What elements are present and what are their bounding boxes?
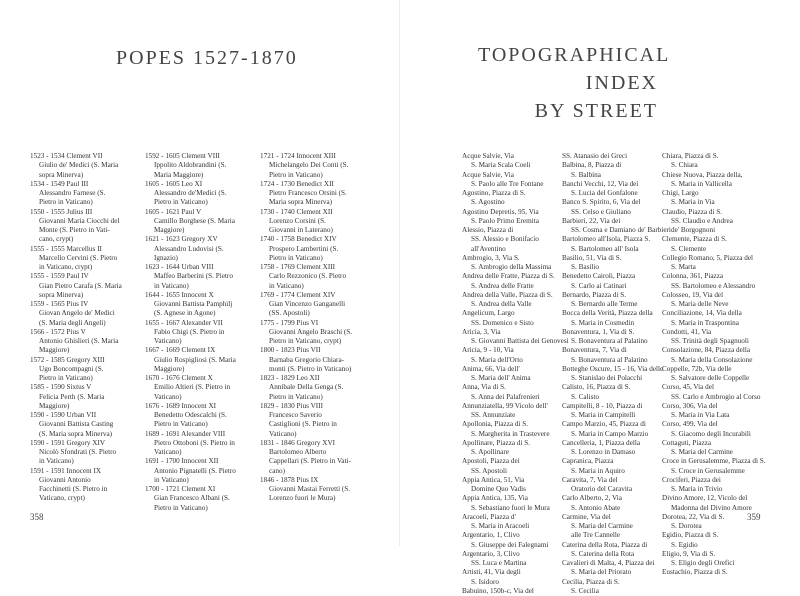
list-item: S. Maria in Campitelli — [571, 411, 636, 419]
list-item: S. Maria delle Neve — [671, 300, 729, 308]
list-item: Alessandro Ludovisi (S. — [154, 244, 224, 253]
list-item: Giovanni Maria Ciocchi del — [39, 216, 120, 225]
list-item: S. Dorotea — [671, 522, 702, 530]
list-item: S. Maria in Cosmedin — [571, 318, 635, 327]
list-item: S. Egidio — [671, 540, 698, 549]
popes-column-1 — [30, 152, 145, 513]
list-item: Banco S. Spirito, 6, Via del — [562, 198, 641, 207]
list-item: Pietro Ottoboni (S. Pietro in — [154, 438, 235, 447]
list-item: Basilio, 51, Via di S. — [562, 253, 622, 262]
list-item: Giovanni Battista Pamphilj — [154, 300, 233, 308]
page-title-line-1: TOPOGRAPHICAL INDEX — [478, 44, 671, 94]
list-item: Emilio Altieri (S. Pietro in — [154, 383, 231, 392]
page-title-line-2: BY STREET — [534, 100, 658, 122]
list-item: Pietro in Vaticano) — [269, 392, 323, 401]
list-item: SS. Cosma e Damiano de' Barbieri — [571, 226, 671, 234]
page-number-left: 358 — [30, 512, 44, 522]
list-item: Maggiore) — [39, 346, 70, 355]
list-item: Gian Vincenzo Ganganelli — [269, 300, 346, 308]
list-item: S. Maria Scala Coeli — [471, 161, 531, 170]
list-item: S. Balbina — [571, 170, 601, 179]
list-item: 1670 - 1676 Clement X — [145, 374, 213, 382]
list-item: S. Agostino — [471, 198, 505, 207]
list-item: cano, crypt) — [39, 235, 74, 244]
list-item: Felicia Perth (S. Maria — [39, 392, 105, 401]
list-item: 1590 - 1591 Gregory XIV — [30, 438, 106, 447]
list-item: Bernardo, Piazza di S. — [562, 290, 627, 299]
list-item: 1555 - 1559 Paul IV — [30, 272, 89, 281]
list-item: S. Andrea delle Fratte — [471, 281, 534, 290]
list-item: Camillo Borghese (S. Maria — [154, 216, 235, 225]
list-item: SS. Atanasio dei Greci — [562, 152, 628, 160]
list-item: Eustachio, Piazza di S. — [662, 568, 728, 577]
list-item: Giovanni in Laterano) — [269, 226, 333, 234]
list-item: Vaticano) — [154, 448, 182, 456]
list-item: SS. Apostoli — [471, 466, 507, 475]
list-item: SS. Celso e Giuliano — [571, 207, 631, 216]
page-number-right: 359 — [747, 512, 761, 522]
list-item: 1769 - 1774 Clement XIV — [260, 290, 336, 299]
list-item: S. Isidoro — [471, 577, 499, 586]
list-item: Pietro in Vaticano) — [269, 170, 323, 179]
list-item: sopra Minerva) — [39, 290, 84, 299]
list-item: S. Maria della Consolazione — [671, 355, 753, 364]
list-item: Vaticano, crypt) — [39, 494, 85, 503]
list-item: Ambrogio, 3, Via S. — [462, 253, 520, 262]
list-item: S. Bartolomeo all' Isola — [571, 244, 639, 253]
list-item: 1621 - 1623 Gregory XV — [145, 235, 218, 244]
list-item: 1605 - 1605 Leo XI — [145, 179, 203, 188]
list-item: 1829 - 1830 Pius VIII — [260, 401, 323, 410]
list-item: Consolazione, 84, Piazza della — [662, 346, 751, 355]
list-item: Marcello Cervini (S. Pietro — [39, 253, 118, 262]
list-item: SS. Domenico e Sisto — [471, 318, 534, 327]
list-item: 1724 - 1730 Benedict XII — [260, 179, 334, 188]
list-item: all'Aventino — [471, 244, 506, 253]
list-item: Facchinetti (S. Pietro in — [39, 485, 108, 493]
list-item: S. Maria in Via — [671, 198, 715, 207]
list-item: SS. Luca e Martina — [471, 559, 527, 567]
list-item: de' Borgognoni — [671, 226, 716, 234]
list-item: Collegio Romano, 5, Piazza del — [662, 253, 754, 262]
list-item: S. Maria in Traspontina — [671, 318, 739, 327]
list-item: Banchi Vecchi, 12, Via dei — [562, 179, 639, 188]
list-item: Argentario, 3, Clivo — [462, 549, 520, 558]
list-item: Carlo Alberto, 2, Via — [562, 494, 622, 503]
list-item: 1592 - 1605 Clement VIII — [145, 152, 220, 160]
list-item: Andrea della Valle, Piazza di S. — [462, 290, 553, 299]
list-item: Pietro in Vaticano) — [39, 198, 93, 207]
popes-list — [30, 152, 375, 513]
list-item: Calisto, 16, Piazza di S. — [562, 383, 631, 392]
list-item: Bocca della Verità, Piazza della — [562, 309, 653, 318]
list-item: S. Maria in Trivio — [671, 485, 723, 493]
list-item: Appia Antica, 51, Via — [462, 475, 525, 484]
list-item: S. Antonio Abate — [571, 503, 621, 512]
list-item: 1667 - 1669 Clement IX — [145, 346, 216, 355]
list-item: Aricia, 3, Via — [462, 327, 501, 336]
list-item: Chiese Nuova, Piazza della, — [662, 170, 743, 179]
list-item: S. Maria del Carmine — [671, 448, 733, 456]
list-item: Croce in Gerusalemme, Piazza di S. — [662, 457, 766, 466]
list-item: Madonna del Divino Amore — [671, 503, 752, 512]
list-item: S. Caterina della Rota — [571, 549, 635, 558]
list-item: SS. Trinità degli Spagnuoli — [671, 337, 749, 345]
list-item: Aracoeli, Piazza d' — [462, 512, 516, 521]
list-item: alle Tre Cannelle — [571, 531, 621, 540]
list-item: Maria Maggiore) — [154, 170, 204, 179]
list-item: S. Paolo Primo Eremita — [471, 216, 539, 225]
list-item: cano) — [269, 466, 285, 475]
list-item: Angelicum, Largo — [462, 309, 515, 318]
list-item: Balbina, 8, Piazza di — [562, 161, 622, 170]
list-item: Campitelli, 8 - 10, Piazza di — [562, 401, 643, 410]
list-item: 1823 - 1829 Leo XII — [260, 374, 320, 382]
list-item: 1590 - 1590 Urban VII — [30, 411, 97, 419]
list-item: Annunziatella, 99 Vicolo dell' — [462, 401, 548, 410]
list-item: S. Eligio degli Orefici — [671, 559, 735, 567]
index-column-2 — [562, 152, 671, 596]
list-item: Vaticano) — [269, 429, 297, 438]
list-item: 1644 - 1655 Innocent X — [145, 290, 214, 299]
street-index — [462, 152, 772, 596]
list-item: S. Maria in Aracoeli — [471, 522, 530, 530]
list-item: in Vaticano) — [154, 475, 189, 484]
popes-column-3 — [260, 152, 375, 513]
list-item: Francesco Saverio — [269, 411, 322, 419]
list-item: Benedetto Odescalchi (S. — [154, 411, 227, 419]
list-item: in Vaticano) — [39, 457, 74, 466]
list-item: Colosseo, 19, Via del — [662, 290, 724, 299]
list-item: S. Maria del Carmine — [571, 522, 633, 530]
list-item: S. Marta — [671, 263, 696, 271]
page-title-popes: POPES 1527-1870 — [116, 47, 298, 69]
list-item: Apollonia, Piazza di S. — [462, 420, 529, 429]
list-item: Claudio, Piazza di S. — [662, 207, 723, 216]
list-item: Apostoli, Piazza dei — [462, 457, 520, 466]
list-item: sopra Minerva) — [39, 170, 84, 179]
list-item: 1689 - 1691 Alexander VIII — [145, 429, 226, 438]
list-item: S. Ambrogio della Massima — [471, 263, 552, 271]
list-item: Pietro in Vaticano, crypt) — [269, 337, 342, 345]
list-item: Agostino Depretis, 95, Via — [462, 207, 539, 216]
list-item: Barnaba Gregorio Chiara- — [269, 355, 345, 364]
list-item: Bartolomeo all'Isola, Piazza S. — [562, 235, 651, 244]
list-item: Bonaventura, 1, Via di S. — [562, 327, 635, 336]
list-item: Campo Marzio, 45, Piazza di — [562, 420, 646, 429]
list-item: (S. Maria degli Angeli) — [39, 318, 106, 327]
list-item: S. Bonaventura al Palatino — [571, 355, 648, 364]
index-column-3 — [662, 152, 772, 596]
list-item: Dorotea, 22, Via di S. — [662, 512, 725, 521]
list-item: Maria sopra Minerva) — [269, 198, 333, 207]
list-item: Appia Antica, 135, Via — [462, 494, 528, 503]
list-item: Chiara, Piazza di S. — [662, 152, 719, 160]
list-item: Cottaguti, Piazza — [662, 438, 712, 447]
list-item: Pietro in Vaticano) — [39, 374, 93, 382]
list-item: Clemente, Piazza di S. — [662, 235, 727, 244]
index-column-1 — [462, 152, 569, 596]
list-item: S. Sebastiano fuori le Mura — [471, 503, 550, 512]
list-item: Capranica, Piazza — [562, 457, 614, 466]
list-item: 1700 - 1721 Clement XI — [145, 485, 216, 493]
list-item: Oratorio del Caravita — [571, 485, 633, 493]
list-item: 1555 - 1555 Marcellus II — [30, 244, 102, 253]
list-item: Aricia, 9 - 10, Via — [462, 346, 514, 355]
list-item: Maggiore) — [154, 364, 185, 373]
list-item: Ippolito Aldobrandini (S. — [154, 161, 227, 170]
list-item: Caterina della Rota, Piazza di — [562, 540, 648, 549]
list-item: Maggiore) — [154, 226, 185, 234]
list-item: Pietro in Vaticano) — [154, 420, 208, 429]
list-item: Anna, Via di S. — [462, 383, 506, 392]
list-item: Vaticano) — [154, 337, 182, 345]
list-item: Cecilia, Piazza di S. — [562, 577, 620, 586]
list-item: Barbieri, 22, Via dei — [562, 216, 621, 225]
list-item: Pietro Francesco Orsini (S. — [269, 189, 347, 197]
list-item: Chigi, Largo — [662, 189, 699, 197]
list-item: Andrea delle Fratte, Piazza di S. — [462, 272, 555, 281]
popes-column-2 — [145, 152, 260, 513]
list-item: 1559 - 1565 Pius IV — [30, 300, 89, 308]
list-item: S. Maria in Via Lata — [671, 411, 730, 419]
list-item: Maffeo Barberini (S. Pietro — [154, 272, 233, 281]
list-item: 1730 - 1740 Clement XII — [260, 207, 333, 216]
list-item: Michelangelo Dei Conti (S. — [269, 161, 349, 170]
list-item: 1721 - 1724 Innocent XIII — [260, 152, 336, 160]
list-item: 1655 - 1667 Alexander VII — [145, 318, 223, 327]
list-item: Antonio Pignatelli (S. Pietro — [154, 466, 236, 475]
list-item: Giulio de' Medici (S. Maria — [39, 161, 119, 170]
list-item: Crociferi, Piazza dei — [662, 475, 721, 484]
list-item: 1691 - 1700 Innocent XII — [145, 457, 219, 466]
list-item: Cappellari (S. Pietro in Vati- — [269, 457, 351, 466]
list-item: Fabio Chigi (S. Pietro in — [154, 327, 225, 336]
list-item: Acque Salvie, Via — [462, 170, 514, 179]
list-item: S. Bernardo alle Terme — [571, 300, 638, 308]
list-item: 1605 - 1621 Paul V — [145, 207, 202, 216]
list-item: Divino Amore, 12, Vicolo del — [662, 494, 748, 503]
list-item: Giovanni Antonio — [39, 475, 91, 484]
list-item: Conciliazione, 14, Via della — [662, 309, 742, 318]
list-item: Benedetto Cairoli, Piazza — [562, 272, 636, 281]
list-item: 1566 - 1572 Pius V — [30, 327, 86, 336]
list-item: Giulio Rospigliosi (S. Maria — [154, 355, 236, 364]
list-item: Colonna, 361, Piazza — [662, 272, 724, 281]
list-item: Argentario, 1, Clivo — [462, 531, 520, 540]
list-item: Prospero Lambertini (S. — [269, 244, 339, 253]
list-item: 1534 - 1549 Paul III — [30, 179, 89, 188]
list-item: SS. Alessio e Bonifacio — [471, 235, 539, 244]
list-item: SS. Annunziate — [471, 411, 516, 419]
list-item: S. Calisto — [571, 392, 599, 401]
list-item: S. Giuseppe dei Falegnami — [471, 540, 549, 549]
list-item: S. Maria dell' Anima — [471, 374, 531, 382]
list-item: S. Lorenzo in Damaso — [571, 448, 636, 456]
list-item: monti (S. Pietro in Vaticano) — [269, 364, 352, 373]
list-item: Babuino, 150b-c, Via del — [462, 586, 534, 595]
list-item: Giovanni Angelo Braschi (S. — [269, 327, 353, 336]
list-item: 1623 - 1644 Urban VIII — [145, 263, 214, 271]
list-item: S. Giacomo degli Incurabili — [671, 429, 751, 438]
list-item: SS. Carlo e Ambrogio al Corso — [671, 392, 761, 401]
list-item: Botteghe Oscure, 15 - 16, Via delle — [562, 364, 664, 373]
list-item: Domine Quo Vadis — [471, 485, 526, 493]
list-item: Eligio, 9, Via di S. — [662, 549, 716, 558]
list-item: Giovanni Mastai Ferretti (S. — [269, 485, 351, 493]
list-item: 1585 - 1590 Sixtus V — [30, 383, 92, 392]
list-item: Egidio, Piazza di S. — [662, 531, 719, 540]
list-item: S. Maria del Priorato — [571, 568, 632, 577]
list-item: Gian Pietro Carafa (S. Maria — [39, 281, 122, 290]
list-item: Carmine, Via del — [562, 512, 611, 521]
list-item: Pietro in Vaticano) — [269, 253, 323, 262]
list-item: S. Croce in Gerusalemme — [671, 466, 745, 475]
list-item: in Vaticano) — [269, 281, 304, 290]
list-item: Cancelleria, 1, Piazza della — [562, 438, 641, 447]
list-item: Agostino, Piazza di S. — [462, 189, 526, 197]
list-item: Giovanni Battista Casting — [39, 420, 114, 429]
list-item: Condotti, 41, Via — [662, 327, 712, 336]
list-item: Corso, 306, Via del — [662, 401, 718, 410]
list-item: 1572 - 1585 Gregory XIII — [30, 355, 105, 364]
list-item: S. Clemente — [671, 244, 707, 253]
list-item: Carlo Rezzonico (S. Pietro — [269, 272, 347, 281]
list-item: Cavalieri di Malta, 4, Piazza dei — [562, 559, 655, 567]
list-item: S. Giovanni Battista dei Genovesi — [471, 337, 569, 345]
list-item: Lorenzo Corsini (S. — [269, 216, 326, 225]
list-item: Vaticano) — [154, 392, 182, 401]
list-item: Alessio, Piazza di — [462, 226, 514, 234]
list-item: SS. Claudio e Andrea — [671, 216, 733, 225]
list-item: 1550 - 1555 Julius III — [30, 207, 93, 216]
list-item: Castiglioni (S. Pietro in — [269, 420, 337, 429]
list-item: S. Maria in Vallicella — [671, 179, 732, 188]
list-item: Corso, 45, Via del — [662, 383, 714, 392]
list-item: Maggiore) — [39, 401, 70, 410]
list-item: S. Andrea della Valle — [471, 300, 532, 308]
list-item: in Vaticano, crypt) — [39, 263, 93, 271]
list-item: 1846 - 1878 Pius IX — [260, 475, 319, 484]
list-item: S. Paolo alle Tre Fontane — [471, 179, 544, 188]
list-item: Caravita, 7, Via del — [562, 475, 618, 484]
list-item: S. Chiara — [671, 161, 698, 170]
list-item: S. Cecilia — [571, 586, 599, 595]
list-item: in Vaticano) — [154, 281, 189, 290]
list-item: Ugo Boncompagni (S. — [39, 364, 104, 373]
list-item: 1758 - 1769 Clement XIII — [260, 263, 336, 271]
list-item: Giovan Angelo de' Medici — [39, 309, 115, 318]
list-item: Bartolomeo Alberto — [269, 448, 327, 456]
list-item: Alessandro de'Medici (S. — [154, 189, 227, 197]
list-item: 1676 - 1689 Innocent XI — [145, 401, 217, 410]
list-item: Annibale Della Genga (S. — [269, 383, 344, 392]
left-page — [0, 0, 400, 546]
list-item: Bonaventura, 7, Via di — [562, 346, 627, 355]
list-item: S. Basilio — [571, 263, 599, 271]
list-item: Coppelle, 72b, Via delle — [662, 364, 732, 373]
list-item: S. Salvatore delle Coppelle — [671, 374, 750, 382]
list-item: Corso, 499, Via del — [662, 420, 718, 429]
list-item: (S. Agnese in Agone) — [154, 309, 216, 318]
list-item: S. Carlo ai Catinari — [571, 281, 627, 290]
list-item: Ignazio) — [154, 253, 178, 262]
list-item: (SS. Apostoli) — [269, 309, 310, 318]
list-item: Monte (S. Pietro in Vati- — [39, 226, 110, 234]
list-item: S. Bonaventura al Palatino — [571, 337, 648, 345]
list-item: 1775 - 1799 Pius VI — [260, 318, 319, 327]
list-item: S. Apollinare — [471, 448, 509, 456]
list-item: S. Maria dell'Orto — [471, 355, 523, 364]
list-item: Gian Francesco Albani (S. — [154, 494, 230, 503]
list-item: Alessandro Farnese (S. — [39, 189, 106, 197]
list-item: Pietro in Vaticano) — [154, 503, 208, 512]
list-item: S. Stanislao dei Polacchi — [571, 374, 643, 382]
list-item: 1523 - 1534 Clement VII — [30, 152, 103, 160]
list-item: 1591 - 1591 Innocent IX — [30, 466, 102, 475]
page-title-index — [478, 41, 671, 125]
list-item: S. Margherita in Trastevere — [471, 429, 550, 438]
list-item: S. Anna dei Palafrenieri — [471, 392, 540, 401]
list-item: 1831 - 1846 Gregory XVI — [260, 438, 336, 447]
list-item: (S. Maria sopra Minerva) — [39, 429, 113, 438]
list-item: SS. Bartolomeo e Alessandro — [671, 281, 756, 290]
list-item: Nicolò Sfondrati (S. Pietro — [39, 448, 117, 456]
list-item: Apollinare, Piazza di S. — [462, 438, 531, 447]
list-item: Artisti, 41, Via degli — [462, 568, 521, 577]
list-item: S. Maria in Aquiro — [571, 466, 625, 475]
list-item: S. Lucia del Gonfalone — [571, 189, 638, 197]
list-item: Antonio Ghislieri (S. Maria — [39, 337, 119, 345]
list-item: Acque Salvie, Via — [462, 152, 514, 160]
list-item: 1800 - 1823 Pius VII — [260, 346, 321, 355]
list-item: Lorenzo fuori le Mura) — [269, 494, 336, 503]
list-item: Anima, 66, Via dell' — [462, 364, 520, 373]
list-item: S. Maria in Campo Marzio — [571, 429, 649, 438]
list-item: Pietro in Vaticano) — [154, 198, 208, 207]
list-item: 1740 - 1758 Benedict XIV — [260, 235, 337, 244]
